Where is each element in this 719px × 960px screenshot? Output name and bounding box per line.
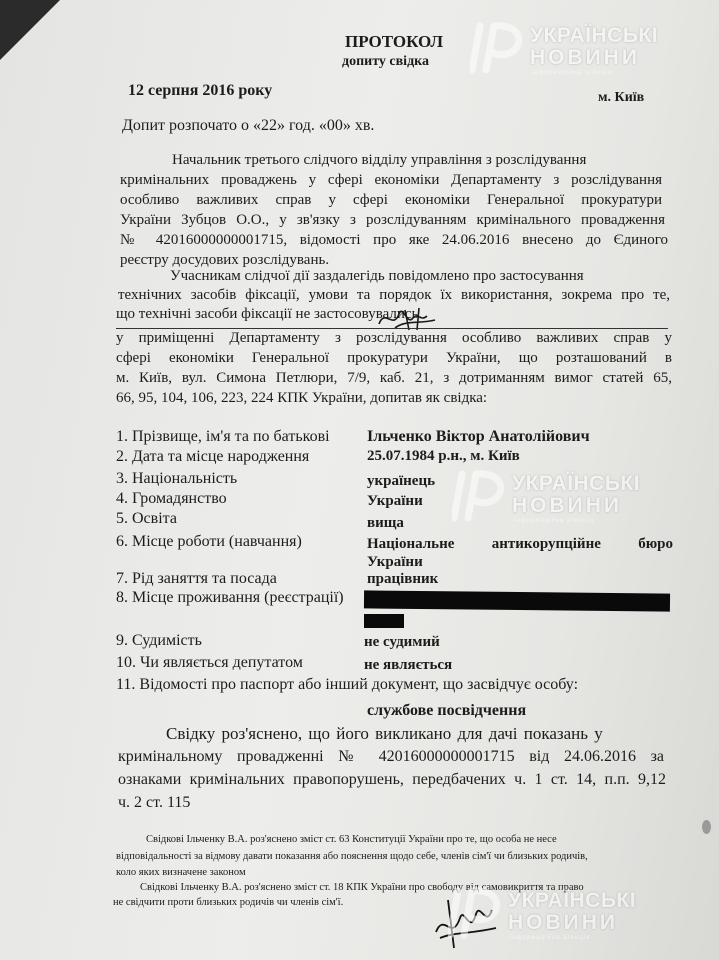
watermark-line1: УКРАЇНСЬКІ <box>508 889 637 912</box>
watermark-line2: НОВИНИ <box>512 494 623 517</box>
page-dot <box>702 820 711 834</box>
paragraph-line: кримінальних проваджень у сфері економіки Департаменту з розслідування <box>120 172 662 188</box>
dark-corner <box>0 0 60 60</box>
paragraph-line: ч. 2 ст. 115 <box>118 794 191 811</box>
watermark-line1: УКРАЇНСЬКІ <box>530 24 659 47</box>
field-value: України <box>367 493 423 509</box>
paragraph-line: технічних засобів фіксації, умови та порядок їх використання, зокрема про те, <box>118 287 670 303</box>
field-value: не судимий <box>364 634 440 650</box>
field-label: 6. Місце роботи (навчання) <box>116 533 302 550</box>
doc-subtitle: допиту свідка <box>342 54 430 69</box>
field-label: 3. Національність <box>116 470 238 487</box>
field-label: 10. Чи являється депутатом <box>116 654 303 671</box>
field-label: 11. Відомості про паспорт або інший документ, що засвідчує особу: <box>116 676 579 693</box>
paragraph-line: м. Київ, вул. Симона Петлюри, 7/9, каб. 21, з дотриманням вимог статей 65, <box>116 370 672 386</box>
paragraph-line: сфері економіки Генеральної прокуратури України, що розташований в <box>116 350 672 366</box>
paragraph-line: № 42016000000001715, відомості про яке 24.06.2016 внесено до Єдиного <box>120 232 668 248</box>
doc-date: 12 серпня 2016 року <box>128 82 273 99</box>
paragraph-line: що технічні засоби фіксації не застосовувались. <box>116 306 423 322</box>
note-line: Свідкові Ільченку В.А. роз'яснено зміст ст. 18 КПК України про свободу від самовикриття та право <box>140 882 584 893</box>
watermark-bottom <box>448 885 668 945</box>
watermark-line3: інформаційна агенція <box>532 70 613 76</box>
field-value: працівник <box>367 571 439 587</box>
field-value: не являється <box>364 657 453 673</box>
watermark-line3: інформаційна агенція <box>510 935 591 941</box>
field-value: Національне антикорупційне бюро <box>367 536 673 552</box>
paragraph-line: Учасникам слідчої дії заздалегідь повідомлено про застосування <box>170 268 584 284</box>
field-label: 5. Освіта <box>116 510 177 527</box>
field-value: вища <box>367 515 404 531</box>
field-value: Ільченко Віктор Анатолійович <box>367 428 590 445</box>
field-label: 7. Рід заняття та посада <box>116 570 277 587</box>
field-label: 1. Прізвище, ім'я та по батькові <box>116 428 330 445</box>
doc-place: м. Київ <box>598 90 645 105</box>
doc-title: ПРОТОКОЛ <box>345 32 444 51</box>
start-time: Допит розпочато о «22» год. «00» хв. <box>122 117 375 134</box>
paragraph-line: ознаками кримінальних правопорушень, передбачених ч. 1 ст. 14, п.п. 9,12 <box>118 771 666 788</box>
paragraph-line: у приміщенні Департаменту з розслідування особливо важливих справ у <box>116 330 672 346</box>
paragraph-line: України Зубцов О.О., у зв'язку з розслідуванням кримінального провадження <box>120 212 665 228</box>
paragraph-line: реєстру досудових розслідувань. <box>120 252 330 268</box>
paragraph-line: Свідку роз'яснено, що його викликано для дачі показань у <box>166 724 603 743</box>
field-value-cont: України <box>367 554 423 570</box>
agency-logo-icon <box>448 887 504 939</box>
redacted-address <box>364 590 670 611</box>
field-value: українець <box>367 473 436 489</box>
agency-logo-icon <box>470 22 526 74</box>
paragraph-line: кримінальному провадженні № 42016000000001715 від 24.06.2016 за <box>118 748 664 765</box>
watermark-line2: НОВИНИ <box>530 46 641 69</box>
field-value: 25.07.1984 р.н., м. Київ <box>367 448 520 464</box>
note-line: відповідальності за відмову давати показання або пояснення щодо себе, членів сім'ї чи близьких родичів, <box>116 851 588 862</box>
watermark-line3: інформаційна агенція <box>514 518 595 524</box>
watermark-top <box>470 20 690 80</box>
field-label: 8. Місце проживання (реєстрації) <box>116 589 344 606</box>
note-line: не свідчити проти близьких родичів чи членів сім'ї. <box>113 897 344 908</box>
watermark-middle <box>452 468 672 528</box>
paragraph-line: 66, 95, 104, 106, 223, 224 КПК України, допитав як свідка: <box>116 390 488 406</box>
agency-logo-icon <box>452 470 508 522</box>
field-label: 2. Дата та місце народження <box>116 448 310 465</box>
field-label: 9. Судимість <box>116 632 202 649</box>
watermark-line1: УКРАЇНСЬКІ <box>512 472 641 495</box>
note-line: Свідкові Ільченку В.А. роз'яснено зміст ст. 63 Конституції України про те, що особа не несе <box>146 834 557 845</box>
paragraph-line: Начальник третього слідчого відділу управління з розслідування <box>172 152 587 168</box>
note-line: коло яких визначене законом <box>116 867 246 878</box>
separator-line <box>116 328 668 329</box>
field-value: службове посвідчення <box>367 702 527 719</box>
watermark-line2: НОВИНИ <box>508 911 619 934</box>
field-label: 4. Громадянство <box>116 490 227 507</box>
redacted-address-cont <box>364 614 404 628</box>
paragraph-line: особливо важливих справ у сфері економіки Генеральної прокуратури <box>120 192 662 208</box>
